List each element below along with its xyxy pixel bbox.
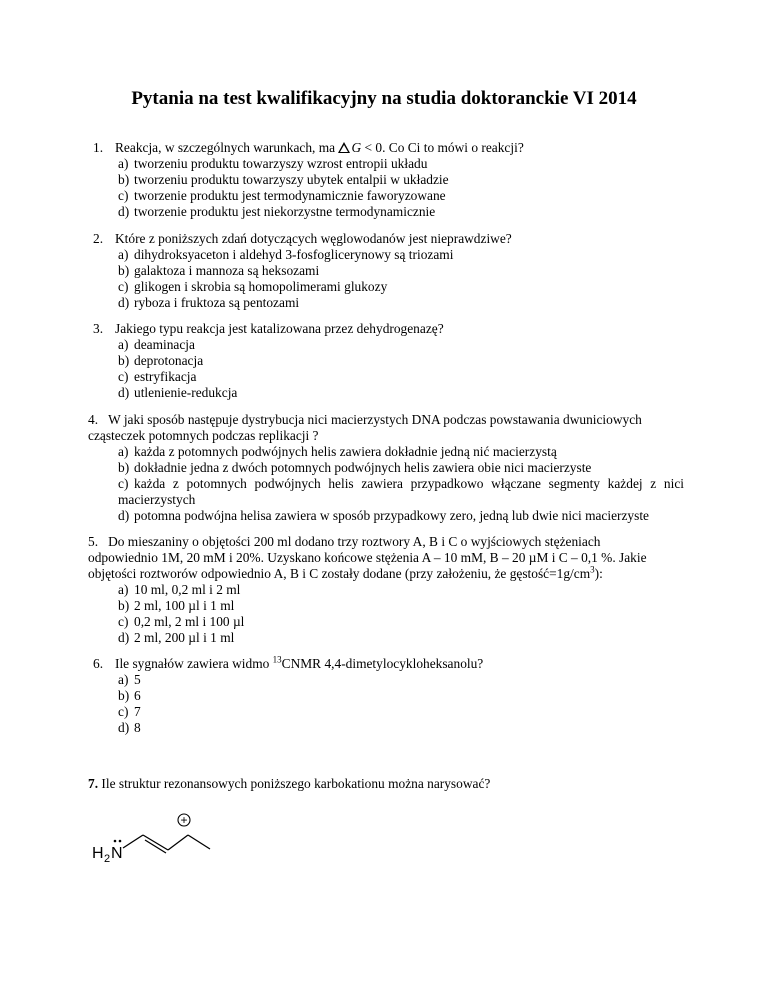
question-stem: 4. W jaki sposób następuje dystrybucja nici macierzystych DNA podczas powstawania dwuniciowych xyxy=(88,412,642,427)
option-d[interactable]: d) utlenienie-redukcja xyxy=(118,385,238,400)
question-stem: 3. Jakiego typu reakcja jest katalizowana przez dehydrogenazę? xyxy=(93,321,444,336)
option-a[interactable]: a) dihydroksyaceton i aldehyd 3-fosfoglicerynowy są triozami xyxy=(118,247,454,262)
question-stem: 5. Do mieszaniny o objętości 200 ml dodano trzy roztwory A, B i C o wyjściowych stężeniach xyxy=(88,534,601,549)
charge-symbol: + xyxy=(180,813,188,827)
question-number: 7. xyxy=(88,776,99,791)
molecule-label-sub: 2 xyxy=(104,853,111,865)
question-number: 6. xyxy=(93,656,104,671)
question-6 xyxy=(93,656,681,736)
bond-n-c1 xyxy=(123,835,143,848)
option-d[interactable]: d) potomna podwójna helisa zawiera w sposób przypadkowy zero, jedną lub dwie nici macierzyste xyxy=(118,508,650,523)
option-a[interactable]: a) 5 xyxy=(118,672,141,687)
option-c[interactable]: c) każda z potomnych podwójnych helis zawiera przypadkowo włączane segmenty każdej z nici macierzystych xyxy=(118,476,684,507)
question-3 xyxy=(93,321,681,401)
question-4: 4. W jaki sposób następuje dystrybucja nici macierzystych DNA podczas powstawania dwuniciowych cząsteczek potomnych podczas replikacji ? a) każda z potomnych podwójnych helis zawiera dokładnie jedną nić macierzystą b) dokładnie jedna z dwóch potomnych podwójnych helis zawiera obie nici macierzyste c) każda z potomnych podwójnych helis zawiera przypadkowo włączane segmenty każdej z nici macierzystych d) potomna podwójna helisa zawiera w sposób przypadkowy zero, jedną lub dwie nici macierzyste xyxy=(88,412,684,523)
option-d[interactable]: d) tworzenie produktu jest niekorzystne termodynamicznie xyxy=(118,204,436,219)
question-number: 2. xyxy=(93,231,104,246)
option-c[interactable]: c) estryfikacja xyxy=(118,369,197,384)
question-stem: 7. Ile struktur rezonansowych poniższego karbokationu można narysować? xyxy=(88,776,491,791)
option-b[interactable]: b) 2 ml, 100 µl i 1 ml xyxy=(118,598,235,613)
question-1 xyxy=(93,140,681,220)
lone-pair-dot xyxy=(119,840,122,843)
carbocation-structure xyxy=(70,810,230,870)
option-b[interactable]: b) deprotonacja xyxy=(118,353,204,368)
option-d[interactable]: d) 2 ml, 200 µl i 1 ml xyxy=(118,630,235,645)
bond-c1-c2 xyxy=(143,835,168,850)
delta-icon xyxy=(338,142,350,153)
option-a[interactable]: a) 10 ml, 0,2 ml i 2 ml xyxy=(118,582,241,597)
question-7 xyxy=(88,776,684,792)
question-number: 3. xyxy=(93,321,104,336)
option-a[interactable]: a) każda z potomnych podwójnych helis zawiera dokładnie jedną nić macierzystą xyxy=(118,444,557,459)
question-stem: 2. Które z poniższych zdań dotyczących węglowodanów jest nieprawdziwe? xyxy=(93,231,512,246)
question-2 xyxy=(93,231,681,311)
molecule-label-h: H xyxy=(92,845,104,862)
question-stem: 1. Reakcja, w szczególnych warunkach, ma G < 0. Co Ci to mówi o reakcji? xyxy=(93,140,524,155)
bond-c2-c3 xyxy=(168,835,188,850)
page-title: Pytania na test kwalifikacyjny na studia doktoranckie VI 2014 xyxy=(131,88,637,109)
option-c[interactable]: c) 0,2 ml, 2 ml i 100 µl xyxy=(118,614,245,629)
option-b[interactable]: b) 6 xyxy=(118,688,141,703)
option-b[interactable]: b) dokładnie jedna z dwóch potomnych podwójnych helis zawiera obie nici macierzyste xyxy=(118,460,592,475)
option-a[interactable]: a) tworzeniu produktu towarzyszy wzrost entropii układu xyxy=(118,156,428,171)
option-d[interactable]: d) ryboza i fruktoza są pentozami xyxy=(118,295,300,310)
option-c[interactable]: c) 7 xyxy=(118,704,141,719)
option-c[interactable]: c) glikogen i skrobia są homopolimerami glukozy xyxy=(118,279,388,294)
option-d[interactable]: d) 8 xyxy=(118,720,141,735)
question-number: 1. xyxy=(93,140,104,155)
molecule-label-n: N xyxy=(111,845,123,862)
option-a[interactable]: a) deaminacja xyxy=(118,337,195,352)
lone-pair-dot xyxy=(114,840,117,843)
option-c[interactable]: c) tworzenie produktu jest termodynamicznie faworyzowane xyxy=(118,188,446,203)
question-5: 5. Do mieszaniny o objętości 200 ml dodano trzy roztwory A, B i C o wyjściowych stężeniach odpowiednio 1M, 20 mM i 20%. Uzyskano końcowe stężenia A – 10 mM, B – 20 µM i C – 0,1 %. Jakie objętości roztworów odpowiednio A, B i C zostały dodane (przy założeniu, że $gęstość=1g/cm^3$): a) 10 ml, 0,2 ml i 2 ml b) 2 ml, 100 µl i 1 ml c) 0,2 ml, 2 ml i 100 µl d) 2 ml, 200 µl i 1 ml xyxy=(88,534,684,646)
question-stem: 6. Ile sygnałów zawiera widmo $^{13}$CNMR 4,4-dimetylocykloheksanolu? xyxy=(93,654,484,671)
question-number: 4. xyxy=(88,412,99,427)
option-b[interactable]: b) tworzeniu produktu towarzyszy ubytek entalpii w układzie xyxy=(118,172,449,187)
option-b[interactable]: b) galaktoza i mannoza są heksozami xyxy=(118,263,320,278)
bond-c3-c4 xyxy=(188,835,210,849)
question-number: 5. xyxy=(88,534,99,549)
